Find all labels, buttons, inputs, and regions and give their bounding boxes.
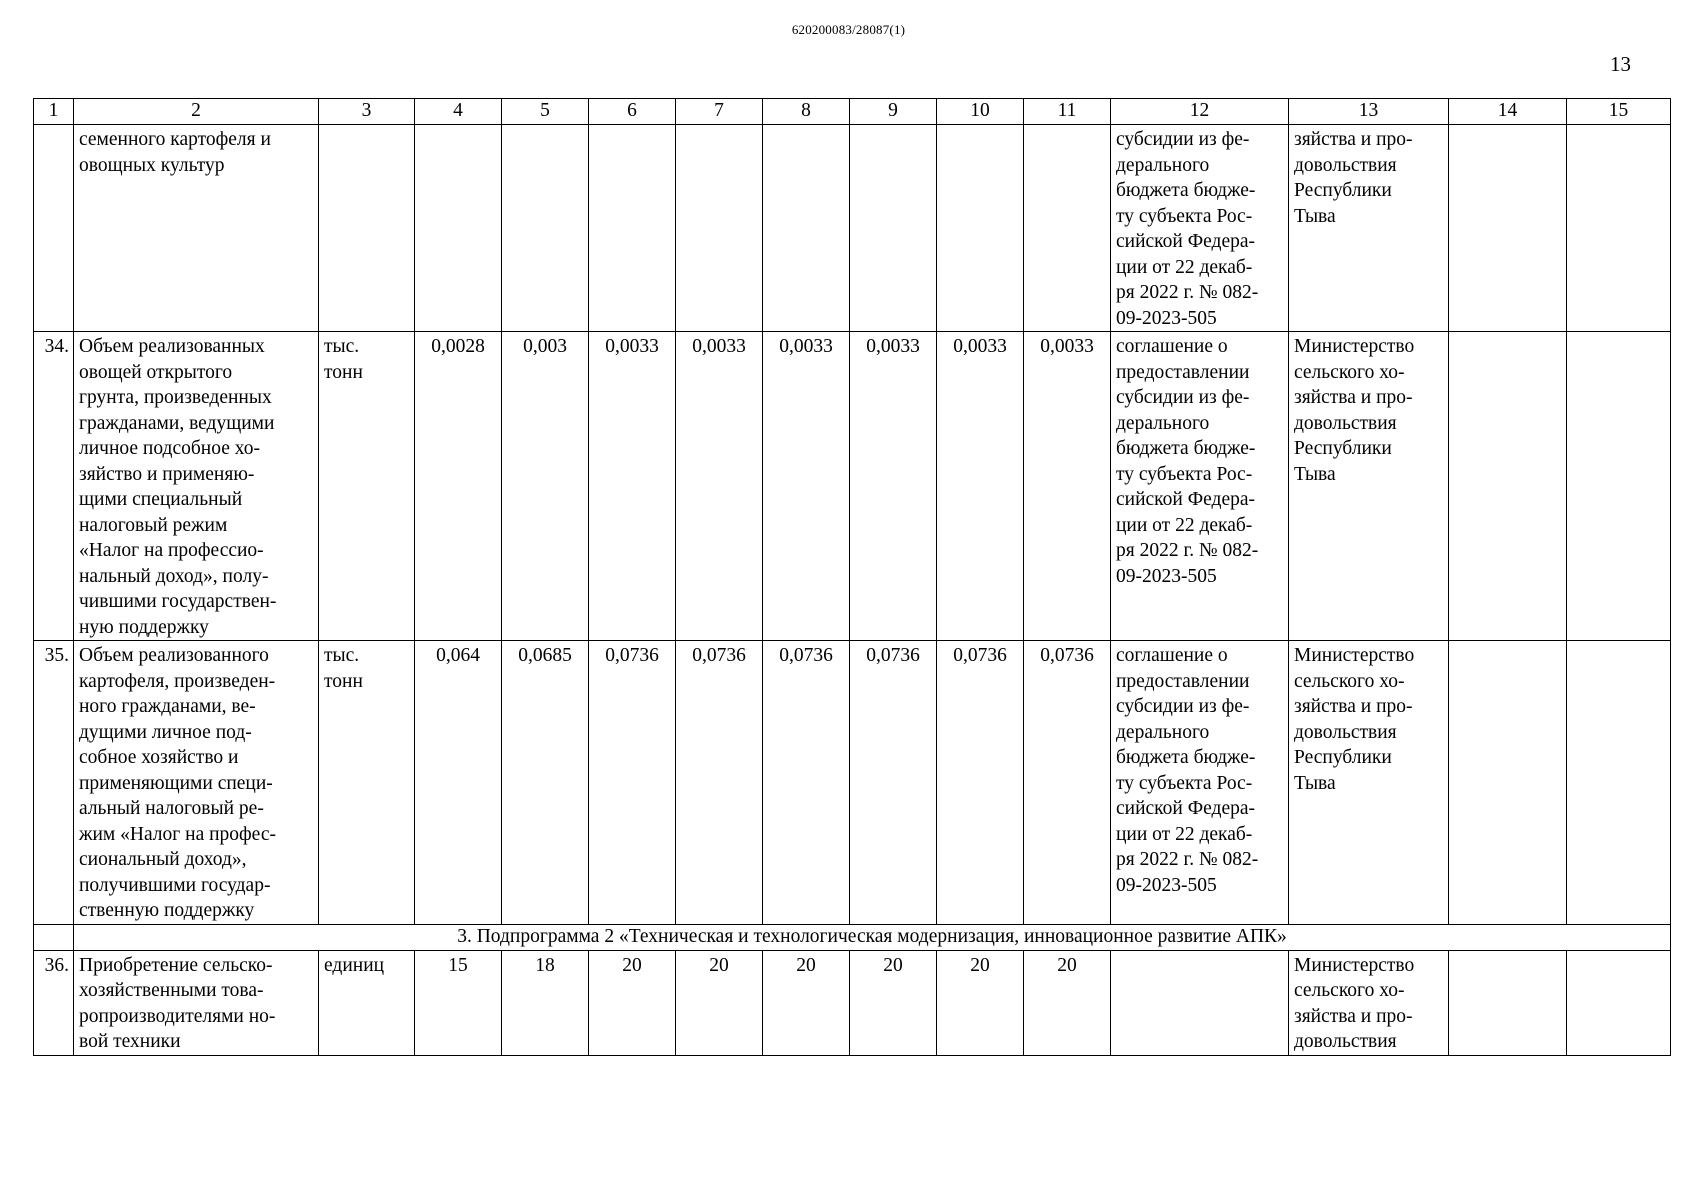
value-cell: 0,0033	[850, 332, 937, 641]
basis-cell	[1111, 950, 1289, 1055]
unit-cell: тыс. тонн	[319, 641, 415, 925]
value-cell: 0,0736	[937, 641, 1024, 925]
value-cell	[502, 125, 589, 332]
col-header-10: 10	[937, 99, 1024, 125]
responsible-cell: зяйства и про- довольствия Республики Тыва	[1289, 125, 1449, 332]
value-cell: 15	[415, 950, 502, 1055]
col-header-15: 15	[1567, 99, 1671, 125]
col-header-11: 11	[1024, 99, 1111, 125]
col-header-7: 7	[676, 99, 763, 125]
col-header-3: 3	[319, 99, 415, 125]
value-cell	[937, 125, 1024, 332]
value-cell: 0,0028	[415, 332, 502, 641]
indicator-cell: Объем реализованных овощей открытого грунта, произведенных гражданами, ведущими личное подсобное хо- зяйство и применяю- щими специальный налоговый режим «Налог на профессио- нальный доход», полу- чившими государствен- ную поддержку	[74, 332, 319, 641]
value-cell: 20	[1024, 950, 1111, 1055]
value-cell: 20	[850, 950, 937, 1055]
basis-cell: соглашение о предоставлении субсидии из фе- дерального бюджета бюдже- ту субъекта Рос- сийской Федера- ции от 22 декаб- ря 2022 г. № 082- 09-2023-505	[1111, 641, 1289, 925]
value-cell: 0,0033	[676, 332, 763, 641]
col-header-6: 6	[589, 99, 676, 125]
value-cell: 0,0736	[1024, 641, 1111, 925]
value-cell: 20	[589, 950, 676, 1055]
value-cell: 0,0033	[589, 332, 676, 641]
page-number: 13	[1610, 52, 1631, 76]
col-header-4: 4	[415, 99, 502, 125]
table-row-36	[34, 950, 1671, 1055]
table-row-35	[34, 641, 1671, 925]
col-header-14: 14	[1449, 99, 1567, 125]
value-cell	[850, 125, 937, 332]
unit-cell	[319, 125, 415, 332]
value-cell: 0,0736	[676, 641, 763, 925]
basis-cell: соглашение о предоставлении субсидии из фе- дерального бюджета бюдже- ту субъекта Рос- сийской Федера- ции от 22 декаб- ря 2022 г. № 082- 09-2023-505	[1111, 332, 1289, 641]
col-header-12: 12	[1111, 99, 1289, 125]
value-cell: 18	[502, 950, 589, 1055]
document-code: 620200083/28087(1)	[791, 22, 906, 37]
value-cell	[763, 125, 850, 332]
row-number-cell	[34, 924, 74, 950]
row-number-cell: 35.	[34, 641, 74, 925]
indicators-table	[33, 98, 1671, 1056]
empty-cell	[1567, 950, 1671, 1055]
empty-cell	[1567, 641, 1671, 925]
responsible-cell: Министерство сельского хо- зяйства и про- довольствия	[1289, 950, 1449, 1055]
value-cell	[1024, 125, 1111, 332]
value-cell: 20	[763, 950, 850, 1055]
value-cell: 20	[676, 950, 763, 1055]
value-cell: 0,064	[415, 641, 502, 925]
value-cell: 0,003	[502, 332, 589, 641]
col-header-1: 1	[34, 99, 74, 125]
basis-cell: субсидии из фе- дерального бюджета бюдже- ту субъекта Рос- сийской Федера- ции от 22 декаб- ря 2022 г. № 082- 09-2023-505	[1111, 125, 1289, 332]
value-cell	[415, 125, 502, 332]
row-number-cell: 34.	[34, 332, 74, 641]
row-number-cell: 36.	[34, 950, 74, 1055]
empty-cell	[1449, 641, 1567, 925]
table-row-continued	[34, 125, 1671, 332]
responsible-cell: Министерство сельского хо- зяйства и про- довольствия Республики Тыва	[1289, 641, 1449, 925]
empty-cell	[1567, 125, 1671, 332]
indicator-cell: Приобретение сельско- хозяйственными това- ропроизводителями но- вой техники	[74, 950, 319, 1055]
value-cell: 0,0033	[937, 332, 1024, 641]
unit-cell: единиц	[319, 950, 415, 1055]
indicator-cell: Объем реализованного картофеля, произведен- ного гражданами, ве- дущими личное под- собное хозяйство и применяющими специ- альный налоговый ре- жим «Налог на профес- сиональный доход», получившими государ- ственную поддержку	[74, 641, 319, 925]
value-cell: 0,0033	[1024, 332, 1111, 641]
section-title: 3. Подпрограмма 2 «Техническая и технологическая модернизация, инновационное развитие АПК»	[74, 924, 1671, 950]
value-cell	[589, 125, 676, 332]
value-cell: 0,0736	[850, 641, 937, 925]
value-cell: 0,0033	[763, 332, 850, 641]
table-row-34	[34, 332, 1671, 641]
value-cell	[676, 125, 763, 332]
value-cell: 0,0736	[589, 641, 676, 925]
row-number-cell	[34, 125, 74, 332]
section-row	[34, 924, 1671, 950]
value-cell: 0,0685	[502, 641, 589, 925]
empty-cell	[1449, 950, 1567, 1055]
empty-cell	[1567, 332, 1671, 641]
value-cell: 0,0736	[763, 641, 850, 925]
col-header-13: 13	[1289, 99, 1449, 125]
empty-cell	[1449, 332, 1567, 641]
indicator-cell: семенного картофеля и овощных культур	[74, 125, 319, 332]
col-header-2: 2	[74, 99, 319, 125]
col-header-5: 5	[502, 99, 589, 125]
header-row	[34, 99, 1671, 125]
col-header-9: 9	[850, 99, 937, 125]
value-cell: 20	[937, 950, 1024, 1055]
col-header-8: 8	[763, 99, 850, 125]
empty-cell	[1449, 125, 1567, 332]
unit-cell: тыс. тонн	[319, 332, 415, 641]
responsible-cell: Министерство сельского хо- зяйства и про- довольствия Республики Тыва	[1289, 332, 1449, 641]
